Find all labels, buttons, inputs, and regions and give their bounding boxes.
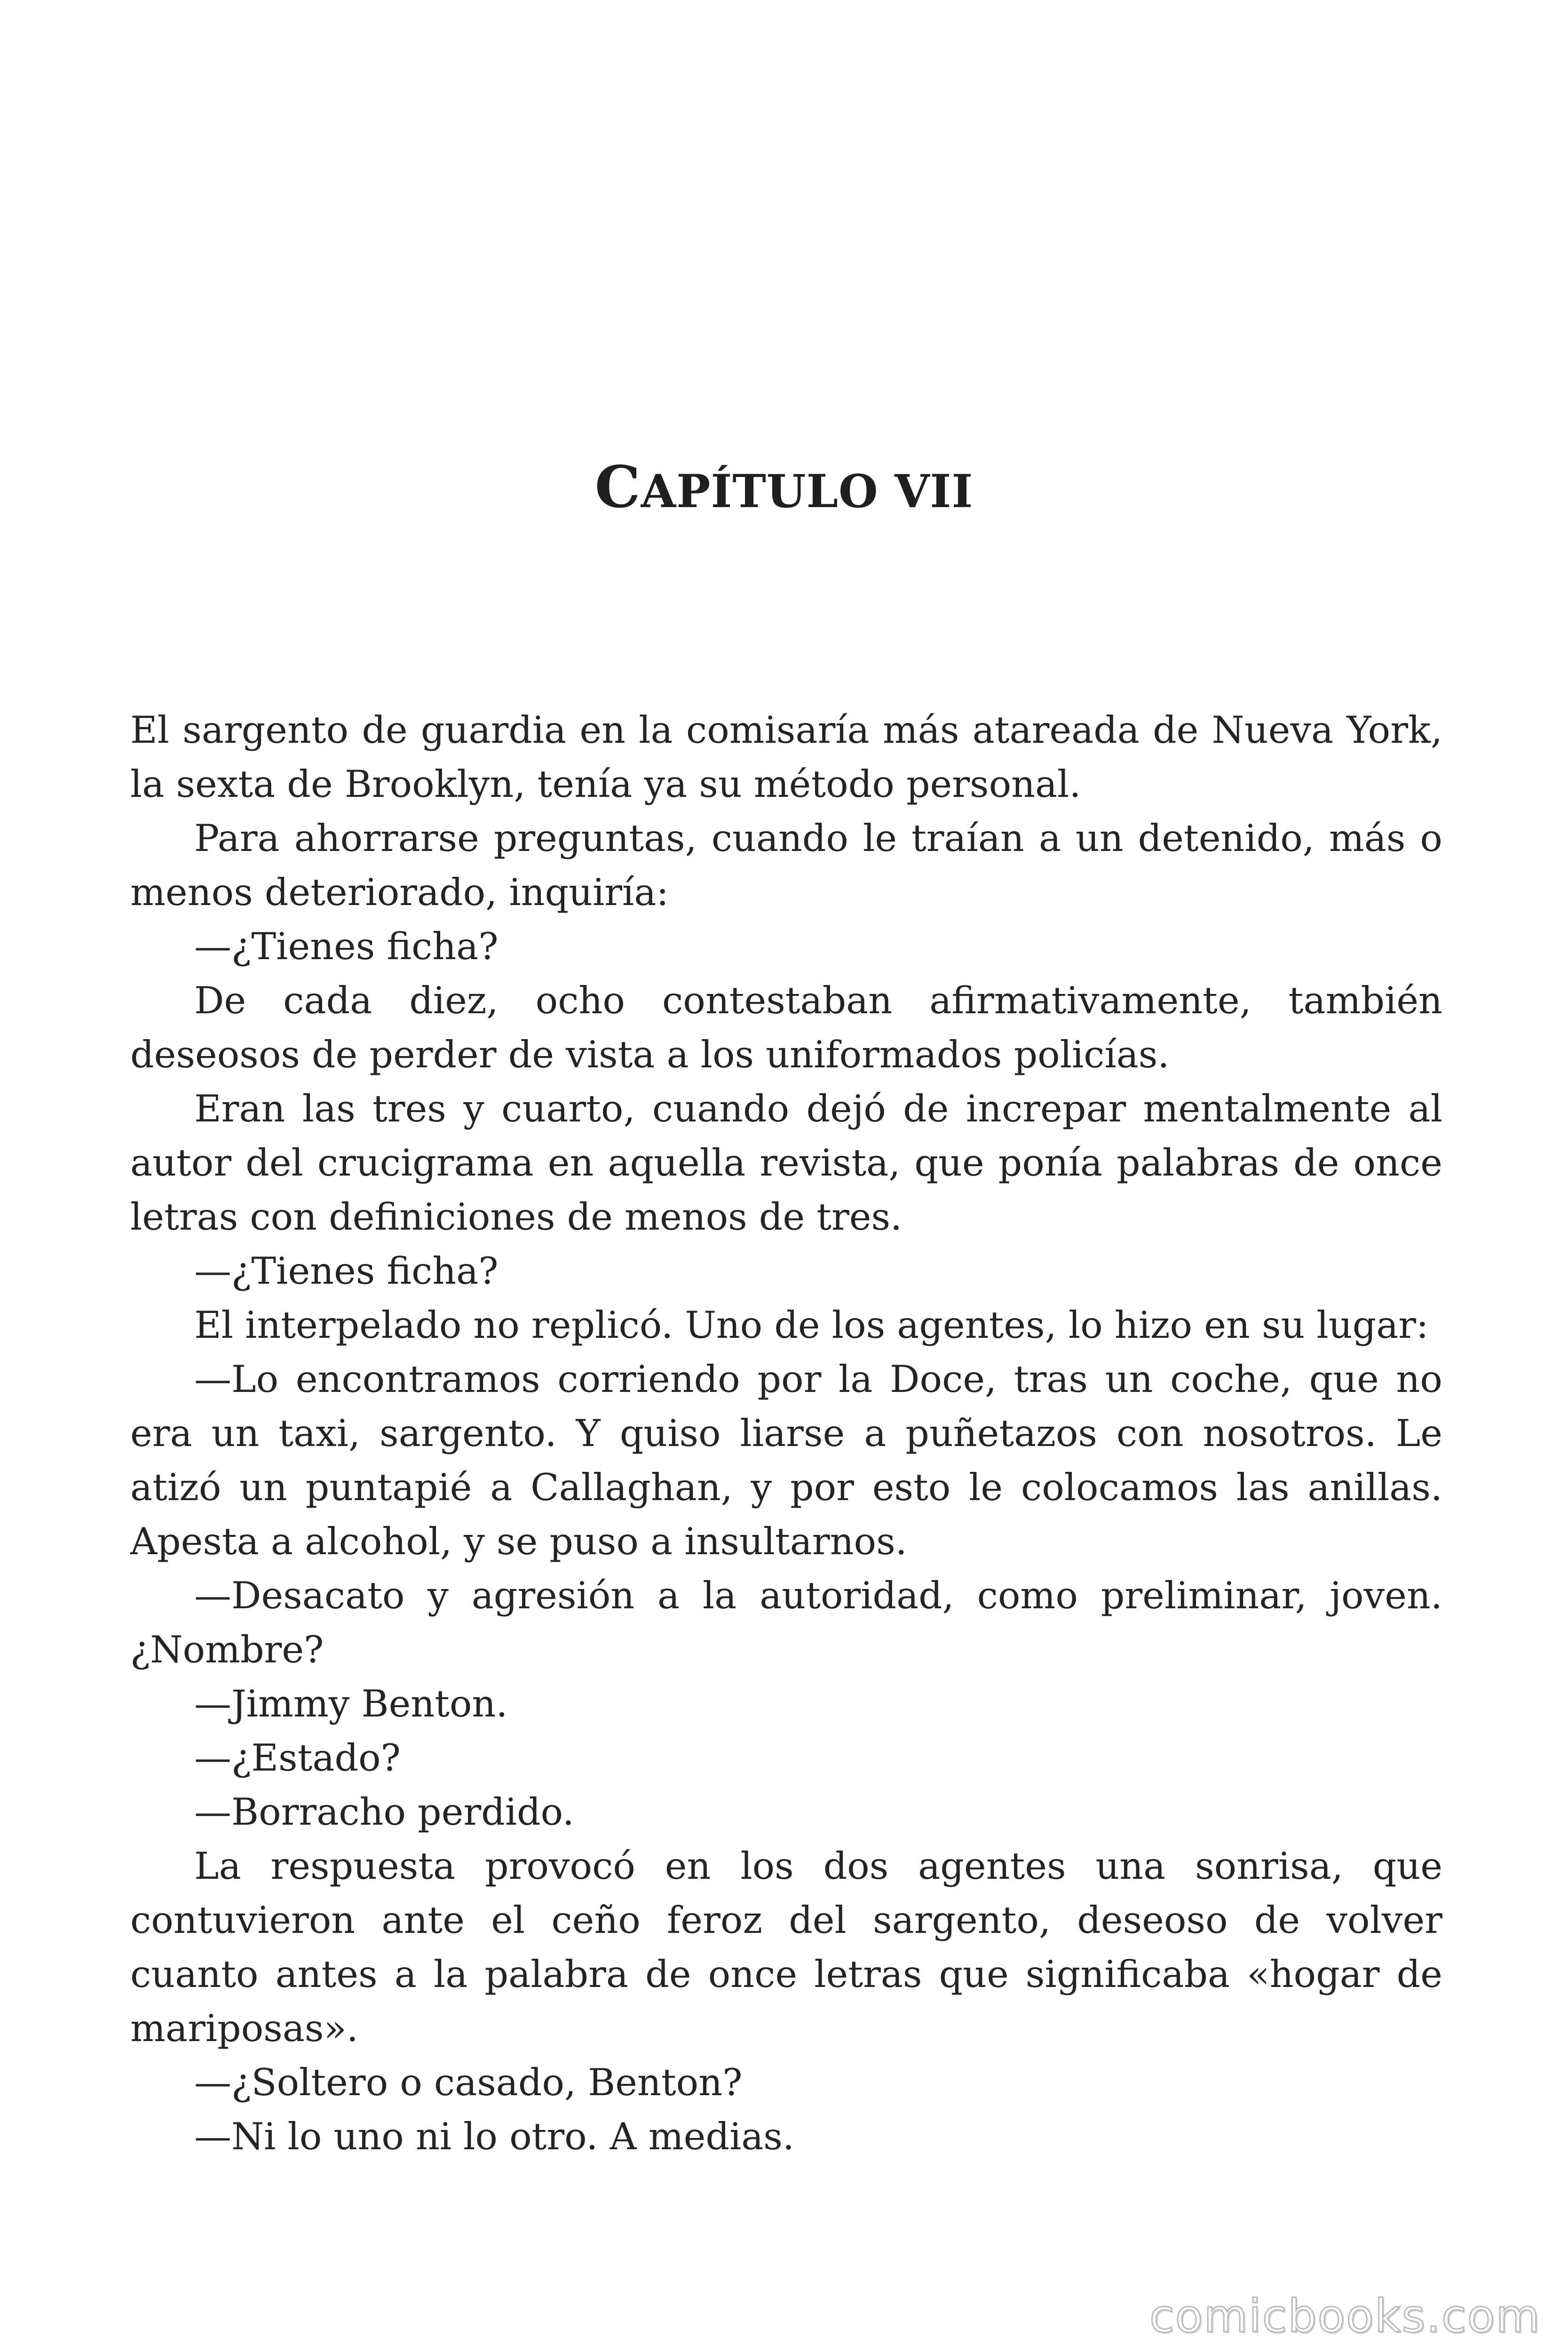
paragraph: La respuesta provocó en los dos agentes una sonrisa, que contuvieron ante el ceño feroz del sargento, deseoso de volver cuanto antes a la palabra de once letras que significaba «hogar de mariposas». xyxy=(130,1844,1442,2050)
paragraph: El interpelado no replicó. Uno de los agentes, lo hizo en su lugar: xyxy=(194,1303,1429,1347)
paragraph: Para ahorrarse preguntas, cuando le traían a un detenido, más o menos deteriorado, inquiría: xyxy=(130,817,1442,914)
dialogue-line: —Lo encontramos corriendo por la Doce, tras un coche, que no era un taxi, sargento. Y quiso liarse a puñetazos con nosotros. Le atizó un puntapié a Callaghan, y por esto le colocamos las anillas. Apesta a alcohol, y se puso a insultarnos. xyxy=(130,1358,1442,1563)
watermark-logo: comicbooks.com xyxy=(1149,2290,1541,2343)
paragraph: El sargento de guardia en la comisaría más atareada de Nueva York, la sexta de Brooklyn, tenía ya su método personal. xyxy=(130,708,1442,806)
dialogue-line: —¿Soltero o casado, Benton? xyxy=(194,2061,743,2104)
dialogue-line: —Desacato y agresión a la autoridad, como preliminar, joven. ¿Nombre? xyxy=(130,1574,1442,1671)
chapter-title xyxy=(0,454,1568,524)
chapter-body xyxy=(130,703,1442,2164)
dialogue-line: —¿Tienes ficha? xyxy=(194,925,499,968)
dialogue-line: —¿Estado? xyxy=(194,1736,401,1780)
chapter-title-initial: C xyxy=(594,453,641,521)
paragraph: Eran las tres y cuarto, cuando dejó de increpar mentalmente al autor del crucigrama en aquella revista, que ponía palabras de once letras con definiciones de menos de tres. xyxy=(130,1087,1442,1239)
dialogue-line: —¿Tienes ficha? xyxy=(194,1249,499,1293)
dialogue-line: —Ni lo uno ni lo otro. A medias. xyxy=(194,2115,794,2158)
paragraph: De cada diez, ocho contestaban afirmativamente, también deseosos de perder de vista a los uniformados policías. xyxy=(130,979,1442,1076)
dialogue-line: —Jimmy Benton. xyxy=(194,1682,508,1725)
chapter-title-rest: APÍTULO VII xyxy=(641,465,974,518)
dialogue-line: —Borracho perdido. xyxy=(194,1790,574,1834)
